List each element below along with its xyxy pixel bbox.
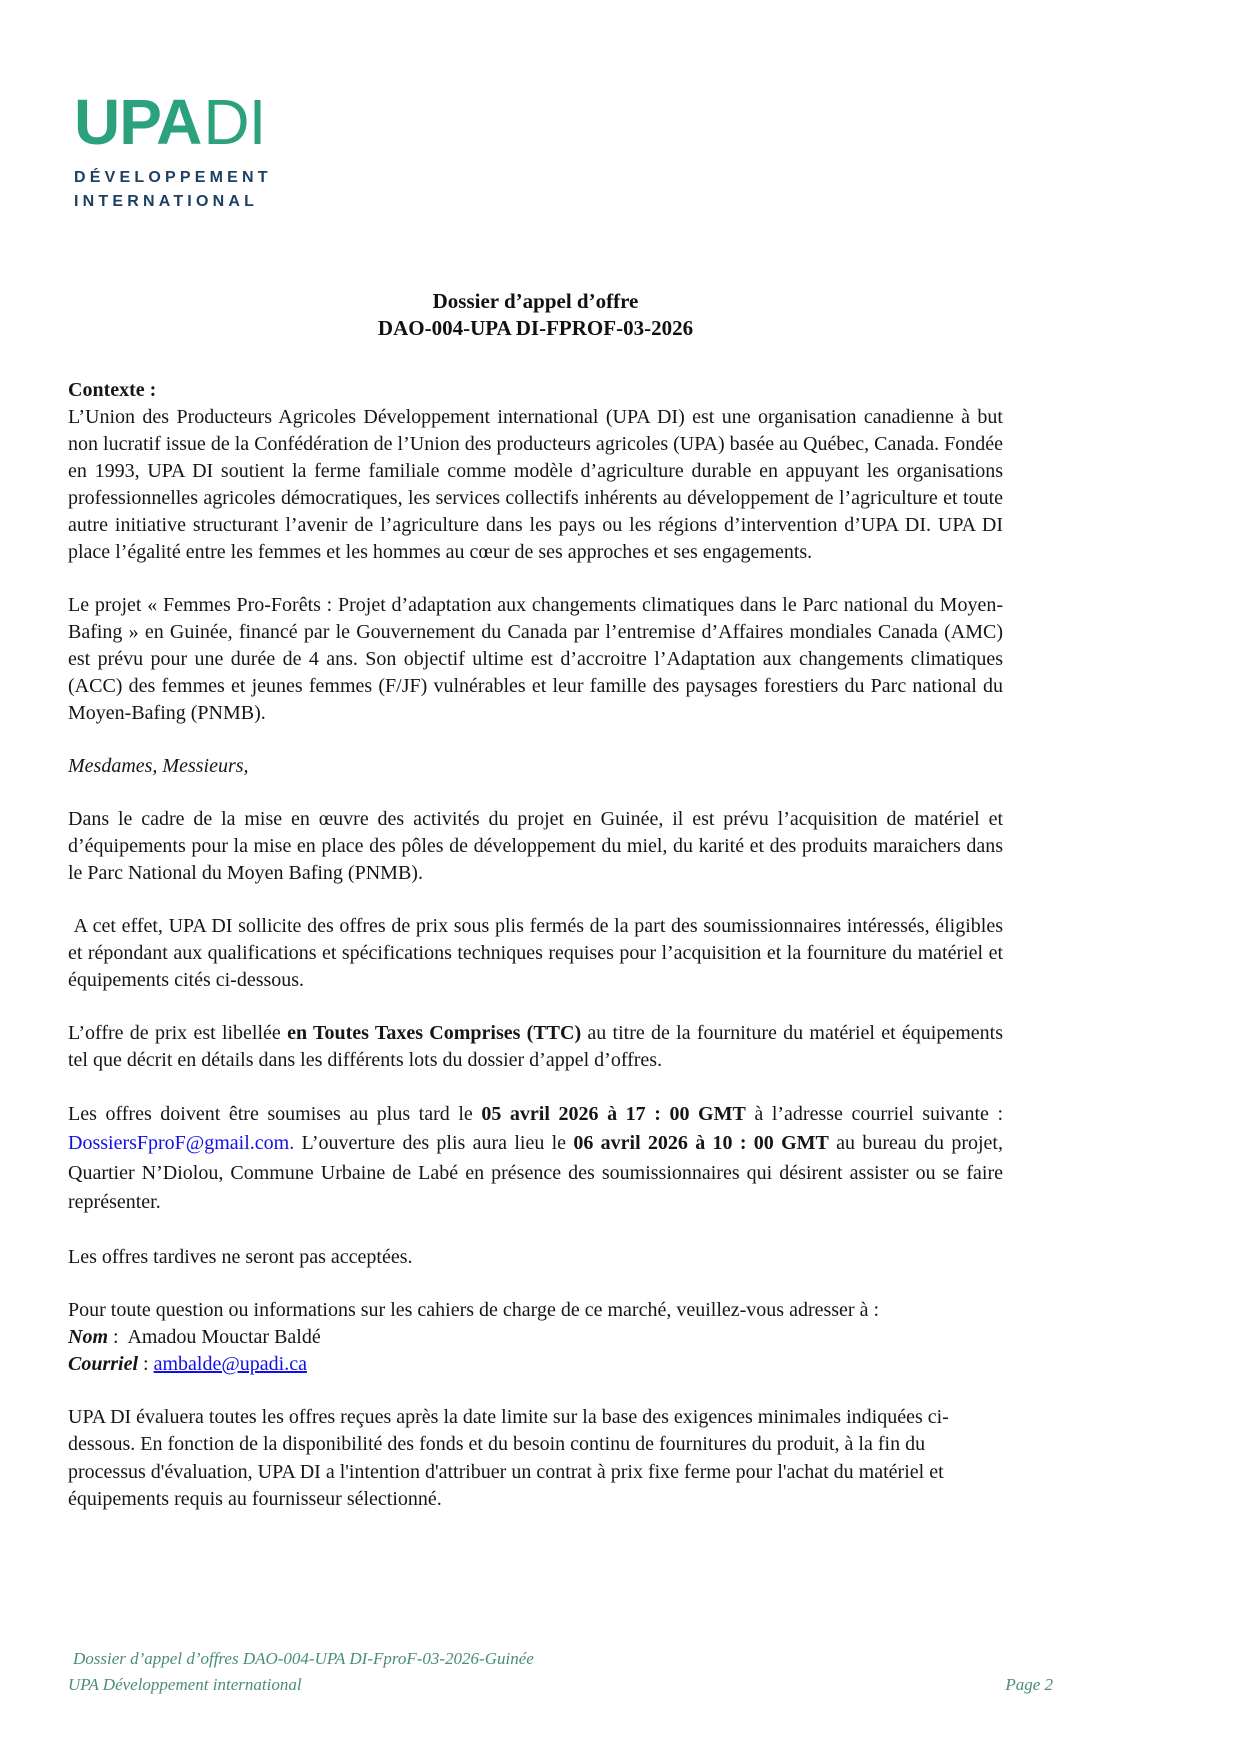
title-line1: Dossier d’appel d’offre	[432, 289, 639, 313]
text-run: à l’adresse courriel suivante :	[745, 1103, 1003, 1125]
text-run: Dans le cadre de la mise en œuvre des activités du projet en Guinée, il est prévu l’acquisition de matériel et d’équipements pour la mise en place des pôles de développement du miel, du karité et des produits maraichers dans le Parc National du Moyen Bafing (PNMB).	[68, 808, 1003, 884]
gmail-link[interactable]: DossiersFproF@gmail.com.	[68, 1132, 295, 1155]
text-run: Nom	[68, 1325, 108, 1348]
text-run: 05 avril 2026 à 17 : 00 GMT	[481, 1103, 746, 1125]
text-run: 06 avril 2026 à 10 : 00 GMT	[573, 1132, 829, 1155]
upadi-logo	[74, 86, 272, 214]
logo-subtitle-line1: DÉVELOPPEMENT	[74, 169, 272, 186]
text-run: Le projet « Femmes Pro-Forêts : Projet d’adaptation aux changements climatiques dans le Parc national du Moyen-Bafing » en Guinée, financé par le Gouvernement du Canada par l’entremise d’Affaires mondiales Canada (AMC) est prévu pour une durée de 4 ans. Son objectif ultime est d’accroitre l’Adaptation aux changements climatiques (ACC) des femmes et jeunes femmes (F/JF) vulnérables et leur famille des paysages forestiers du Parc national du Moyen-Bafing (PNMB).	[68, 594, 1003, 724]
para-projet	[68, 592, 1003, 727]
text-run: au titre de la fourniture du matériel et équipements tel que décrit en détails dans les différents lots du dossier d’appel d’offres.	[68, 1022, 1003, 1071]
footer-text	[68, 1646, 534, 1697]
logo-di-text: DI	[203, 86, 266, 158]
text-run: A cet effet, UPA DI sollicite des offres de prix sous plis fermés de la part des soumissionnaires intéressés, éligibles et répondant aux qualifications et spécifications techniques requises pour l’acquisition et la fourniture du matériel et équipements cités ci-dessous.	[68, 915, 1003, 991]
logo-subtitle-line2: INTERNATIONAL	[74, 193, 259, 210]
para-contact-intro	[68, 1297, 1003, 1324]
text-run: Les offres tardives ne seront pas acceptées.	[68, 1245, 413, 1268]
text-run: en Toutes Taxes Comprises (TTC)	[287, 1022, 582, 1044]
para-contexte	[68, 404, 1003, 566]
text-run: Pour toute question ou informations sur les cahiers de charge de ce marché, veuillez-vous adresser à :	[68, 1298, 880, 1321]
text-run: L’ouverture des plis aura lieu le	[294, 1132, 574, 1155]
text-run: Contexte :	[68, 379, 157, 401]
text-run: Les offres doivent être soumises au plus tard le	[68, 1103, 482, 1125]
footer-line2: UPA Développement international	[68, 1674, 302, 1694]
logo-wordmark	[74, 86, 272, 158]
logo-subtitle	[74, 166, 272, 214]
para-cadre	[68, 806, 1003, 887]
text-run: :	[138, 1352, 154, 1375]
upadi-email-link[interactable]: ambalde@upadi.ca	[153, 1352, 307, 1375]
para-effet	[68, 913, 1003, 994]
text-run: UPA DI évaluera toutes les offres reçues après la date limite sur la base des exigences minimales indiquées ci-dessous. En fonction de la disponibilité des fonds et du besoin continu de fournitures du produit, à la fin du processus d'évaluation, UPA DI a l'intention d'attribuer un contrat à prix fixe ferme pour l'achat du matériel et équipements requis au fournisseur sélectionné.	[68, 1405, 949, 1511]
text-run: L’Union des Producteurs Agricoles Développement international (UPA DI) est une organisation canadienne à but non lucratif issue de la Confédération de l’Union des producteurs agricoles (UPA) basée au Québec, Canada. Fondée en 1993, UPA DI soutient la ferme familiale comme modèle d’agriculture durable en appuyant les organisations professionnelles agricoles démocratiques, les services collectifs inhérents au développement de l’agriculture et toute autre initiative structurant l’avenir de l’agriculture dans les pays ou les régions d’intervention d’UPA DI. UPA DI place l’égalité entre les femmes et les hommes au cœur de ses approches et ses engagements.	[68, 406, 1003, 563]
title-line2: DAO-004-UPA DI-FPROF-03-2026	[377, 315, 694, 340]
para-evaluation	[68, 1404, 1003, 1514]
para-contact-nom	[68, 1324, 1003, 1351]
footer-line1: Dossier d’appel d’offres DAO-004-UPA DI-FproF-03-2026-Guinée	[73, 1649, 534, 1668]
text-run: Courriel	[68, 1352, 139, 1375]
text-run: L’offre de prix est libellée	[68, 1022, 288, 1044]
para-offre-ttc	[68, 1020, 1003, 1074]
text-run: : Amadou Mouctar Baldé	[108, 1325, 321, 1348]
logo-upa-text: UPA	[74, 86, 202, 158]
para-tardives	[68, 1244, 1003, 1271]
text-run: au bureau du projet, Quartier N’Diolou, Commune Urbaine de Labé en présence des soumissionnaires qui désirent assister ou se faire représenter.	[68, 1132, 1003, 1214]
page-footer	[68, 1646, 1053, 1697]
para-salutation	[68, 753, 1003, 780]
text-run: Mesdames, Messieurs,	[68, 755, 249, 777]
document-body	[68, 377, 1003, 1514]
footer-page-number: Page 2	[1005, 1674, 1053, 1694]
para-soumission	[68, 1100, 1003, 1218]
para-contact-courriel	[68, 1351, 1003, 1378]
contexte-heading	[68, 377, 1003, 404]
document-title	[68, 288, 1003, 342]
